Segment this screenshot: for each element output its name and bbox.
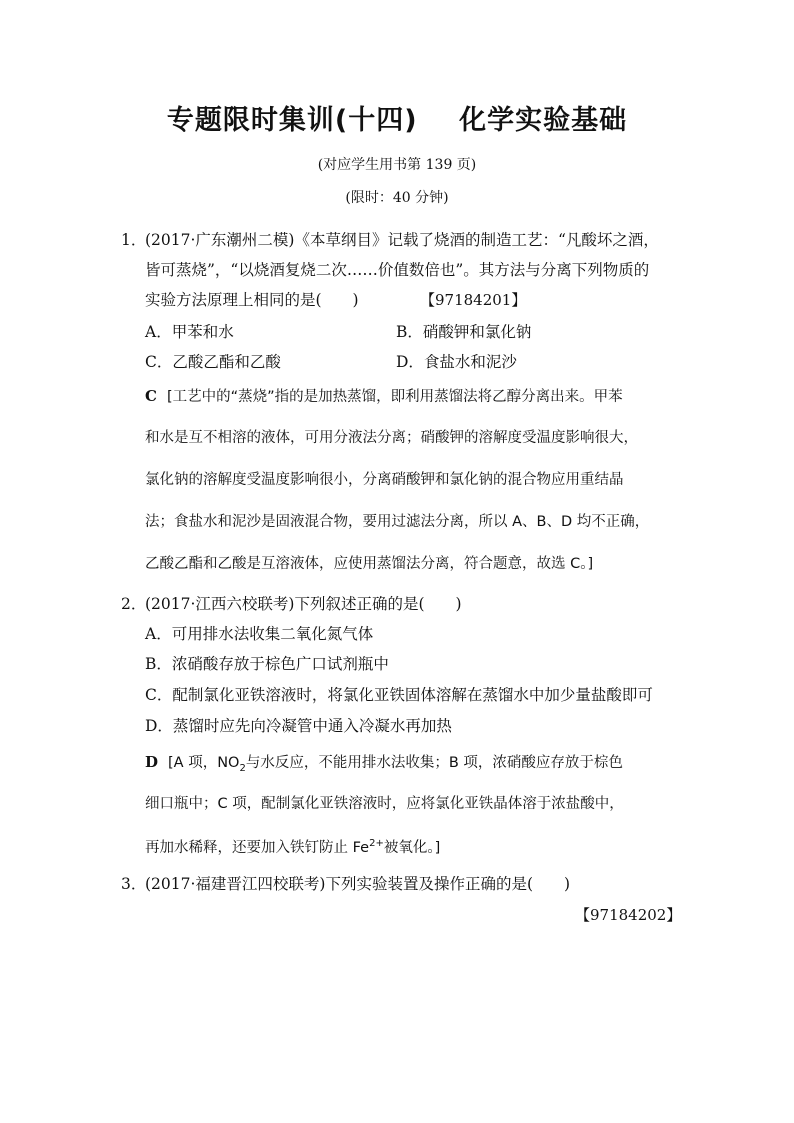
question-text: 实验方法原理上相同的是( ) xyxy=(145,291,359,309)
answer-letter: D xyxy=(145,753,159,771)
answer-text: 法；食盐水和泥沙是固液混合物，要用过滤法分离，所以 A、B、D 均不正确， xyxy=(145,514,650,530)
answer-text: 再加水稀释，还要加入铁钉防止 Fe xyxy=(145,839,370,856)
question-text: (2017·广东潮州二模)《本草纲目》记载了烧酒的制造工艺：“凡酸坏之酒， xyxy=(145,231,659,249)
option-c: C．乙酸乙酯和乙酸 xyxy=(145,353,281,371)
question-code: 【97184202】 xyxy=(575,906,682,924)
answer-text: 乙酸乙酯和乙酸是互溶液体，应使用蒸馏法分离，符合题意，故选 C。] xyxy=(145,556,594,572)
option-b: B．浓硝酸存放于棕色广口试剂瓶中 xyxy=(145,655,389,673)
page-title: 专题限时集训(十四) 化学实验基础 xyxy=(166,105,628,136)
question-code: 【97184201】 xyxy=(420,291,527,309)
answer-letter: C xyxy=(145,387,157,405)
answer-explanation xyxy=(145,386,623,407)
question-text: (2017·福建晋江四校联考)下列实验装置及操作正确的是( ) xyxy=(145,875,571,893)
answer-text: 被氧化。] xyxy=(383,839,441,856)
question-number: 1． xyxy=(121,231,147,249)
option-d: D．食盐水和泥沙 xyxy=(396,353,517,371)
question-number: 2． xyxy=(121,595,147,613)
answer-text: 氯化钠的溶解度受温度影响很小，分离硝酸钾和氯化钠的混合物应用重结晶 xyxy=(145,472,624,488)
question-number: 3． xyxy=(121,875,147,893)
answer-text: 与水反应，不能用排水法收集；B 项，浓硝酸应存放于棕色 xyxy=(245,755,623,771)
option-b: B．硝酸钾和氯化钠 xyxy=(396,323,532,341)
answer-text: 和水是互不相溶的液体，可用分液法分离；硝酸钾的溶解度受温度影响很大， xyxy=(145,430,638,446)
answer-text: [工艺中的“蒸烧”指的是加热蒸馏，即利用蒸馏法将乙醇分离出来。甲苯 xyxy=(166,389,623,405)
option-a: A．可用排水法收集二氧化氮气体 xyxy=(145,625,374,643)
answer-explanation xyxy=(145,752,623,779)
question-text: 皆可蒸烧”，“以烧酒复烧二次……价值数倍也”。其方法与分离下列物质的 xyxy=(145,261,650,279)
option-c: C．配制氯化亚铁溶液时，将氯化亚铁固体溶解在蒸馏水中加少量盐酸即可 xyxy=(145,686,653,704)
option-a: A．甲苯和水 xyxy=(145,323,234,341)
page-reference: (对应学生用书第 139 页) xyxy=(317,157,477,173)
option-d: D．蒸馏时应先向冷凝管中通入冷凝水再加热 xyxy=(145,717,452,735)
time-limit: (限时：40 分钟) xyxy=(345,190,449,206)
subscript: 2 xyxy=(239,762,246,774)
answer-explanation xyxy=(145,834,440,858)
answer-text: [A 项，NO xyxy=(168,755,240,771)
question-text: (2017·江西六校联考)下列叙述正确的是( ) xyxy=(145,595,462,613)
answer-text: 细口瓶中；C 项，配制氯化亚铁溶液时，应将氯化亚铁晶体溶于浓盐酸中， xyxy=(145,796,624,812)
superscript: 2+ xyxy=(369,838,384,849)
